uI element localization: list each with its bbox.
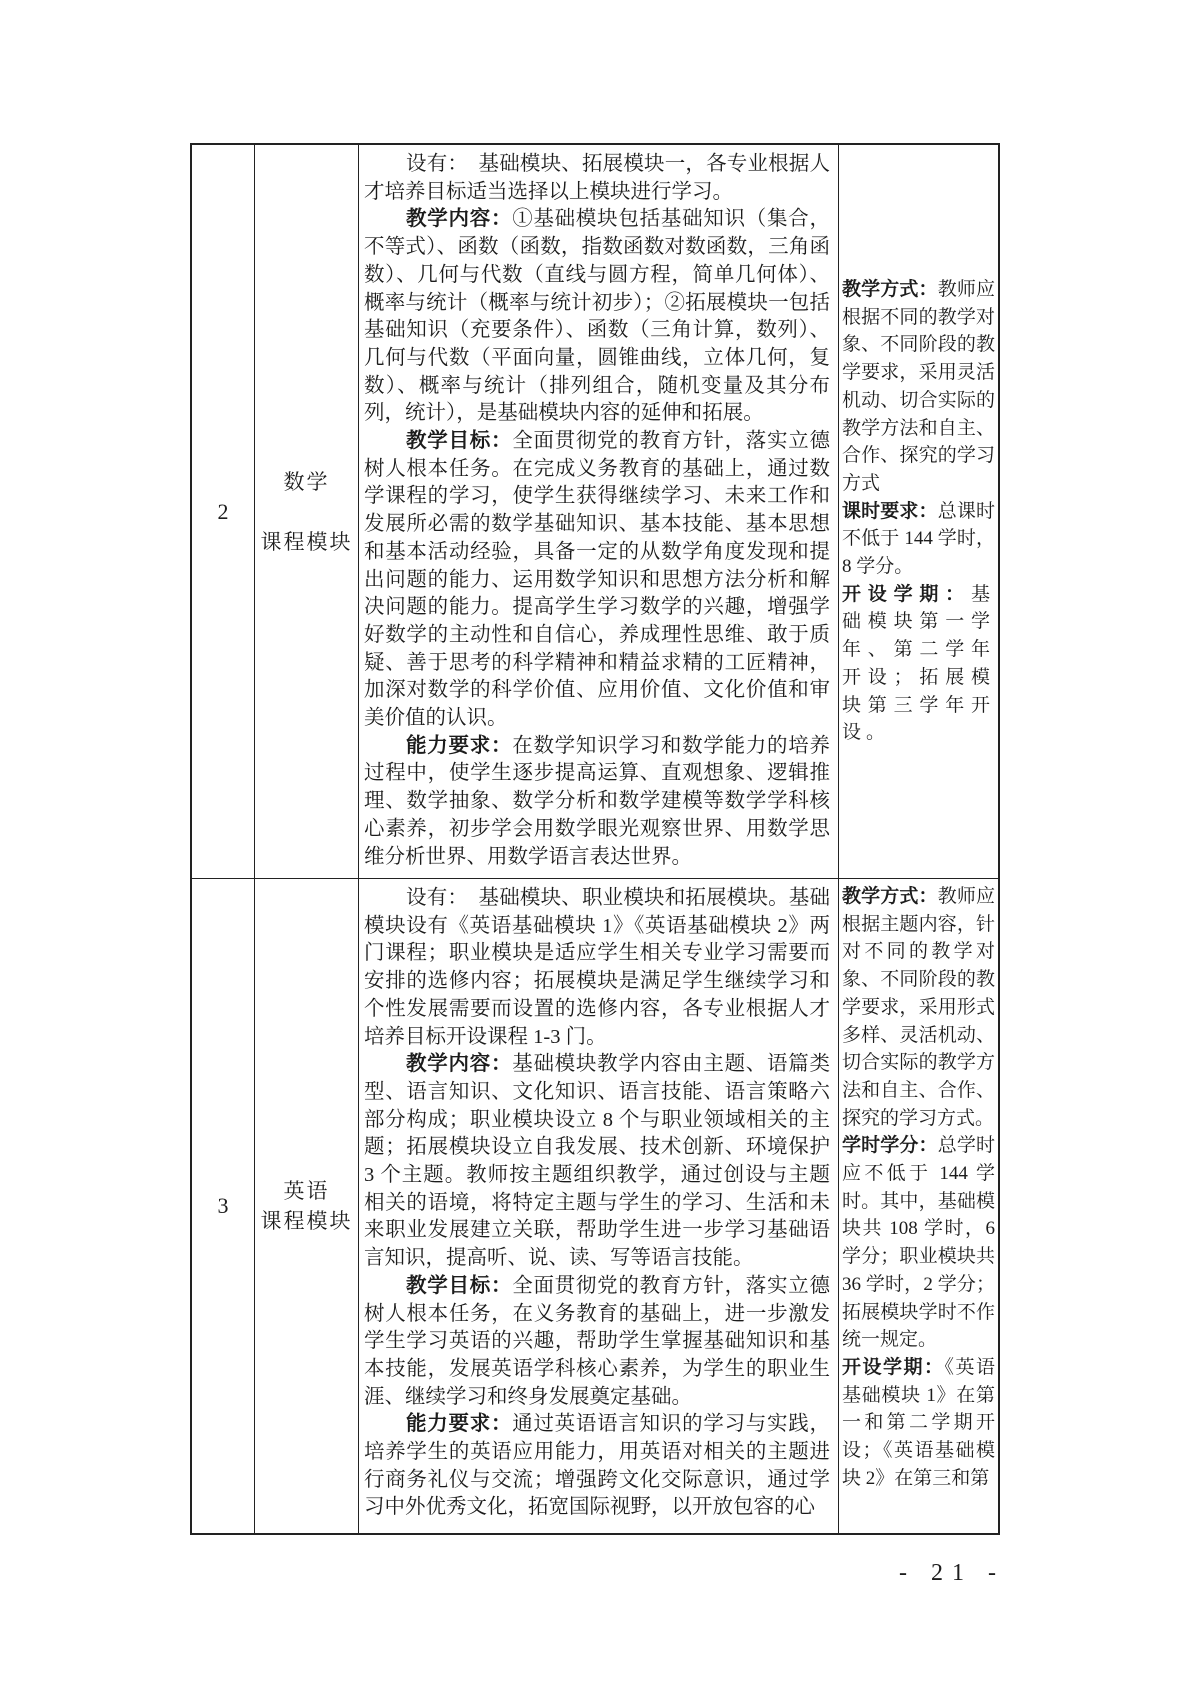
paragraph-ability-requirement [364,733,830,872]
side-content-cell [838,878,998,1533]
paragraph-teaching-goal [364,1273,830,1412]
paragraph-semester [842,1354,995,1493]
paragraph-label: 能力要求： [406,1413,513,1436]
paragraph-sheyou [364,885,830,1051]
row-number: 2 [217,498,229,524]
paragraph-text: 在数学知识学习和数学能力的培养过程中，使学生逐步提高运算、直观想象、逻辑推理、数学抽象、数学分析和数学建模等数学学科核心素养，初步学会用数学眼光观察世界、用数学思维分析世界、用数学语言表达世界。 [364,734,831,868]
paragraph-text: 总学时应不低于 144 学时。其中，基础模块共 108 学时，6 学分；职业模块共 36 学时，2 学分；拓展模块学时不作统一规定。 [842,1135,995,1351]
paragraph-text: ①基础模块包括基础知识（集合，不等式）、函数（函数，指数函数对数函数，三角函数）、几何与代数（直线与圆方程，简单几何体）、概率与统计（概率与统计初步）；②拓展模块一包括基础知识（充要条件）、函数（三角计算，数列）、几何与代数（平面向量，圆锥曲线，立体几何，复数）、概率与统计（排列组合，随机变量及其分布列，统计），是基础模块内容的延伸和拓展。 [364,208,831,425]
paragraph-text: 教师应根据主题内容，针对不同的教学对象、不同阶段的教学要求，采用形式多样、灵活机动、切合实际的教学方法和自主、合作、探究的学习方式。 [842,886,995,1129]
paragraph-label: 教学目标： [406,430,513,453]
paragraph-label: 教学内容： [406,208,513,231]
row-number-cell [192,145,254,878]
paragraph-label: 课时要求： [842,500,938,522]
paragraph-text: 教师应根据不同的教学对象、不同阶段的教学要求，采用灵活机动、切合实际的教学方法和自主、合作、探究的学习方式 [842,279,995,494]
paragraph-text: 设有： 基础模块、拓展模块一，各专业根据人才培养目标适当选择以上模块进行学习。 [364,153,830,203]
paragraph-semester [842,581,995,747]
paragraph-label: 能力要求： [406,734,513,757]
paragraph-teaching-method [842,276,995,498]
paragraph-text: 通过英语语言知识的学习与实践，培养学生的英语应用能力，用英语对相关的主题进行商务礼仪与交流；增强跨文化交际意识，通过学习中外优秀文化，拓宽国际视野，以开放包容的心 [364,1413,831,1519]
paragraph-label: 教学内容： [406,1053,513,1076]
paragraph-teaching-goal [364,428,830,733]
paragraph-sheyou [364,151,830,206]
paragraph-teaching-content [364,206,830,428]
paragraph-label: 教学方式： [842,279,938,301]
paragraph-ability-requirement [364,1411,830,1522]
paragraph-text: 总课时不低于 144 学时，8 学分。 [842,500,995,578]
side-content-cell [838,145,998,878]
row-number-cell [192,878,254,1533]
paragraph-text: 设有： 基础模块、职业模块和拓展模块。基础模块设有《英语基础模块 1》《英语基础模块 2》两门课程；职业模块是适应学生相关专业学习需要而安排的选修内容；拓展模块是满足学生继续学习和个性发展需要而设置的选修内容，各专业根据人才培养目标开设课程 1-3 门。 [364,887,830,1048]
paragraph-text: 全面贯彻党的教育方针，落实立德树人根本任务，在义务教育的基础上，进一步激发学生学习英语的兴趣，帮助学生掌握基础知识和基本技能，发展英语学科核心素养，为学生的职业生涯、继续学习和终身发展奠定基础。 [364,1274,831,1408]
course-name-cell [254,145,358,878]
paragraph-label: 开设学期： [842,583,971,605]
row-number: 3 [217,1193,229,1218]
course-name-line: 英语 [283,1179,330,1203]
main-content-cell [358,145,838,878]
paragraph-label: 教学目标： [406,1274,513,1297]
paragraph-text: 《英语基础模块 1》在第一和第二学期开设；《英语基础模块 2》在第三和第 [842,1356,995,1489]
paragraph-text: 全面贯彻党的教育方针，落实立德树人根本任务。在完成义务教育的基础上，通过数学课程的学习，使学生获得继续学习、未来工作和发展所必需的数学基础知识、基本技能、基本思想和基本活动经验，具备一定的从数学角度发现和提出问题的能力、运用数学知识和思想方法分析和解决问题的能力。提高学生学习数学的兴趣，增强学好数学的主动性和自信心，养成理性思维、敢于质疑、善于思考的科学精神和精益求精的工匠精神，加深对数学的科学价值、应用价值、文化价值和审美价值的认识。 [364,430,831,730]
paragraph-credit-hours [842,1132,995,1354]
course-module-line: 课程模块 [260,1209,353,1233]
paragraph-label: 开设学期： [842,1356,945,1378]
paragraph-label: 教学方式： [842,886,938,907]
main-content-cell [358,878,838,1533]
paragraph-label: 学时学分： [842,1135,938,1157]
page-number: - 21 - [899,1560,1005,1586]
paragraph-teaching-content [364,1051,830,1273]
paragraph-text: 基础模块教学内容由主题、语篇类型、语言知识、文化知识、语言技能、语言策略六部分构成；职业模块设立 8 个与职业领域相关的主题；拓展模块设立自我发展、技术创新、环境保护 3 个主题。教师按主题组织教学，通过创设与主题相关的语境，将特定主题与学生的学习、生活和未来职业发展建立关联，帮助学生进一步学习基础语言知识，提高听、说、读、写等语言技能。 [364,1053,831,1270]
course-name-line: 数学 [283,469,330,494]
course-module-line: 课程模块 [260,529,353,554]
paragraph-class-hours [842,498,995,581]
paragraph-teaching-method [842,883,995,1132]
curriculum-table [190,143,1000,1535]
course-name-cell [254,878,358,1533]
paragraph-text: 基础模块第一学年、第二学年开设；拓展模块第三学年开设。 [842,583,995,744]
